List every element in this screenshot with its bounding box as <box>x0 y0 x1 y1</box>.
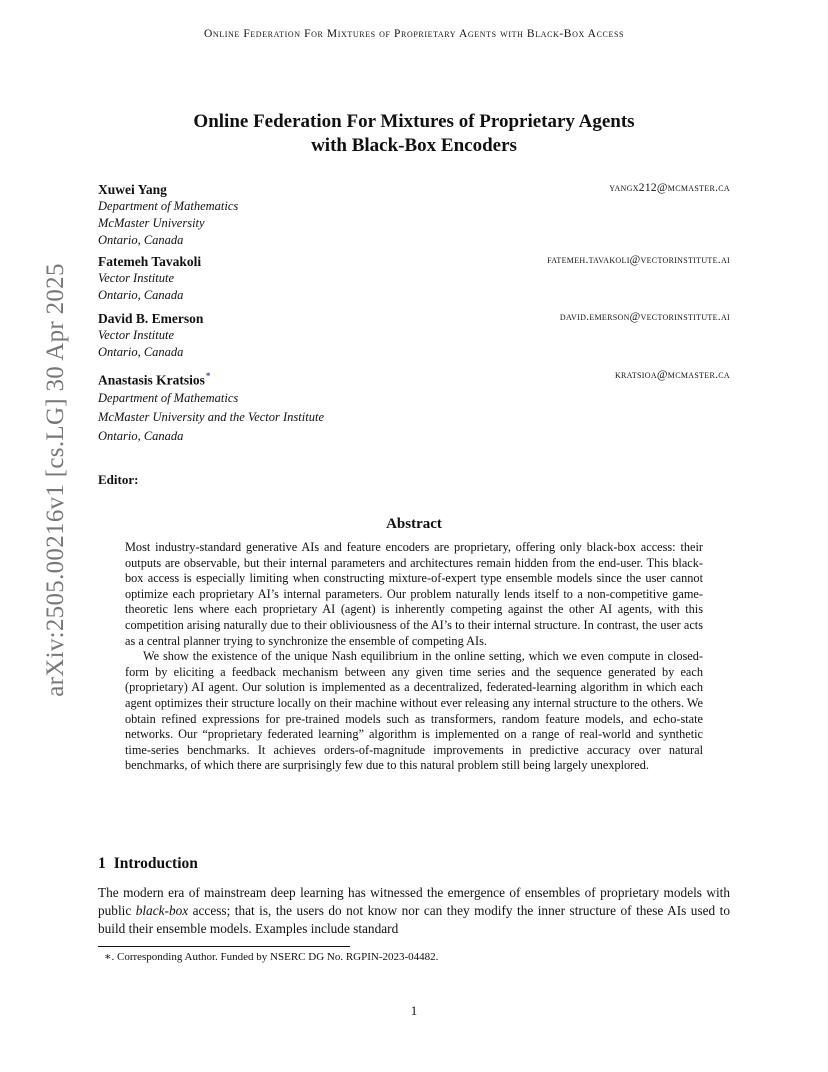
intro-emphasis: black-box <box>135 903 189 918</box>
author-block <box>98 253 730 304</box>
author-block <box>98 181 730 249</box>
author-affiliation: Department of Mathematics <box>98 390 239 405</box>
abstract-heading: Abstract <box>386 516 442 532</box>
title-line-2: with Black-Box Encoders <box>311 135 517 156</box>
intro-paragraph <box>98 884 730 938</box>
footnote-rule <box>98 946 350 947</box>
author-email[interactable]: yangx212@mcmaster.ca <box>609 182 730 194</box>
author-affiliation: Ontario, Canada <box>98 233 184 247</box>
author-affiliation: Ontario, Canada <box>98 288 184 302</box>
author-affiliation: Ontario, Canada <box>98 345 184 359</box>
author-name-text: Anastasis Kratsios <box>98 372 205 388</box>
author-email[interactable]: kratsioa@mcmaster.ca <box>614 369 730 381</box>
title-line-1: Online Federation For Mixtures of Proprietary Agents <box>193 111 635 132</box>
paper-title <box>0 110 828 158</box>
author-block <box>98 310 730 361</box>
author-name: Fatemeh Tavakoli <box>98 254 202 269</box>
author-affiliation: Ontario, Canada <box>98 428 184 443</box>
footnote-marker[interactable]: * <box>205 371 211 381</box>
author-affiliation: Vector Institute <box>98 328 175 342</box>
abstract-paragraph: Most industry-standard generative AIs and feature encoders are proprietary, offering only black-box access: their outputs are observable, but their internal parameters and architectures remain hidden from the end-user. This black-box access is especially limiting when constructing mixture-of-expert type ensemble models since the user cannot optimize each proprietary AI’s internal parameters. Our problem naturally lends itself to a non-competitive game-theoretic lens where each proprietary AI (agent) is inherently competing against the other AI agents, with this competition arising naturally due to their obliviousness of the AI’s to their internal structure. In contrast, the user acts as a central planner trying to synchronize the ensemble of competing AIs. <box>125 540 703 648</box>
author-affiliation: McMaster University and the Vector Institute <box>98 409 324 424</box>
author-affiliation: Vector Institute <box>98 271 175 285</box>
arxiv-id: arXiv:2505.00216v1 [cs.LG] 30 Apr 2025 <box>42 263 69 697</box>
author-email[interactable]: david.emerson@vectorinstitute.ai <box>559 311 730 323</box>
editor-label: Editor: <box>98 472 139 487</box>
author-block <box>98 368 730 446</box>
intro-text: The modern era of mainstream deep learning has witnessed the emergence of ensembles of proprietary models with public <box>98 885 730 918</box>
author-affiliation: McMaster University <box>98 216 205 230</box>
author-name: Xuwei Yang <box>98 182 167 197</box>
section-title: Introduction <box>113 855 198 872</box>
abstract-body <box>125 540 703 774</box>
author-name: David B. Emerson <box>98 311 204 326</box>
section-heading <box>98 855 198 873</box>
abstract-paragraph: We show the existence of the unique Nash equilibrium in the online setting, which we even compute in closed-form by eliciting a feedback mechanism between any given time series and the sequence generated by each (proprietary) AI agent. Our solution is implemented as a decentralized, federated-learning algorithm in which each agent optimizes their structure locally on their machine without ever releasing any internal structure to the others. We obtain refined expressions for pre-trained models such as transformers, random feature models, and echo-state networks. Our “proprietary federated learning” algorithm is implemented on a range of real-world and synthetic time-series benchmarks. It achieves orders-of-magnitude improvements in predictive accuracy over natural benchmarks, of which there are surprisingly few due to this natural problem still being largely unexplored. <box>125 649 703 773</box>
footnote: ∗. Corresponding Author. Funded by NSERC DG No. RGPIN-2023-04482. <box>104 951 439 963</box>
running-head: Online Federation For Mixtures of Proprietary Agents with Black-Box Access <box>203 28 625 40</box>
author-affiliation: Department of Mathematics <box>98 199 239 213</box>
author-email[interactable]: fatemeh.tavakoli@vectorinstitute.ai <box>547 254 730 266</box>
page-number: 1 <box>410 1003 418 1018</box>
section-number: 1 <box>98 855 106 872</box>
intro-text: access; that is, the users do not know nor can they modify the inner structure of these AIs used to build their ensemble models. Examples include standard <box>98 903 731 936</box>
